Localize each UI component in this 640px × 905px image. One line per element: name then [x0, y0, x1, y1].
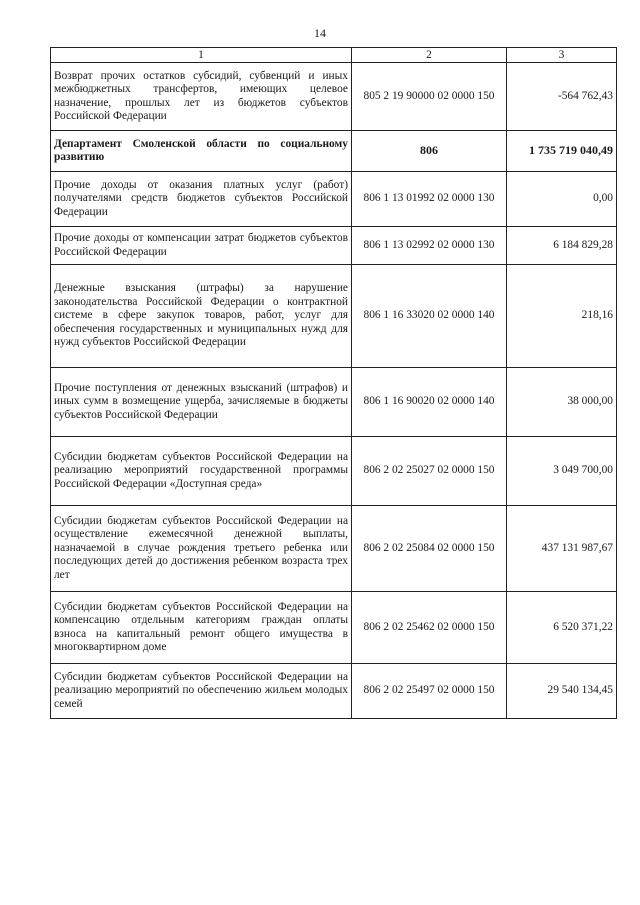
- revenue-name-cell: Субсидии бюджетам субъектов Российской Федерации на компенсацию отдельным категориям граждан оплаты взноса на капитальный ремонт общего имущества в многоквартирном доме: [51, 592, 352, 664]
- department-code-cell: 806: [352, 131, 507, 172]
- column-header-1: 1: [51, 48, 352, 63]
- table-row: [51, 368, 617, 437]
- department-total-cell: 1 735 719 040,49: [507, 131, 617, 172]
- revenue-name-cell: Субсидии бюджетам субъектов Российской Федерации на реализацию мероприятий государственной программы Российской Федерации «Доступная среда»: [51, 437, 352, 506]
- table-row: [51, 664, 617, 719]
- table-row: [51, 265, 617, 368]
- table-body: [51, 63, 617, 719]
- revenue-name-cell: Возврат прочих остатков субсидий, субвенций и иных межбюджетных трансфертов, имеющих целевое назначение, прошлых лет из бюджетов субъектов Российской Федерации: [51, 63, 352, 131]
- column-header-3: 3: [507, 48, 617, 63]
- table-row: [51, 592, 617, 664]
- table-row: [51, 506, 617, 592]
- budget-code-cell: 806 1 13 02992 02 0000 130: [352, 227, 507, 265]
- revenue-name-cell: Прочие поступления от денежных взысканий (штрафов) и иных сумм в возмещение ущерба, зачисляемые в бюджеты субъектов Российской Федерации: [51, 368, 352, 437]
- budget-code-cell: 806 2 02 25027 02 0000 150: [352, 437, 507, 506]
- amount-cell: 38 000,00: [507, 368, 617, 437]
- revenue-name-cell: Прочие доходы от компенсации затрат бюджетов субъектов Российской Федерации: [51, 227, 352, 265]
- amount-cell: 218,16: [507, 265, 617, 368]
- amount-cell: -564 762,43: [507, 63, 617, 131]
- page-number: 14: [314, 26, 326, 40]
- table-row: [51, 172, 617, 227]
- revenue-name-cell: Прочие доходы от оказания платных услуг (работ) получателями средств бюджетов субъектов Российской Федерации: [51, 172, 352, 227]
- budget-code-cell: 806 1 13 01992 02 0000 130: [352, 172, 507, 227]
- budget-code-cell: 806 1 16 90020 02 0000 140: [352, 368, 507, 437]
- amount-cell: 6 520 371,22: [507, 592, 617, 664]
- revenue-name-cell: Субсидии бюджетам субъектов Российской Федерации на реализацию мероприятий по обеспечению жильем молодых семей: [51, 664, 352, 719]
- column-header-2: 2: [352, 48, 507, 63]
- revenue-name-cell: Денежные взыскания (штрафы) за нарушение законодательства Российской Федерации о контрактной системе в сфере закупок товаров, работ, услуг для обеспечения государственных и муниципальных нужд для нужд субъектов Российской Федерации: [51, 265, 352, 368]
- revenue-name-cell: Субсидии бюджетам субъектов Российской Федерации на осуществление ежемесячной денежной выплаты, назначаемой в случае рождения третьего ребенка или последующих детей до достижения ребенком возраста трех лет: [51, 506, 352, 592]
- amount-cell: 0,00: [507, 172, 617, 227]
- budget-code-cell: 806 2 02 25084 02 0000 150: [352, 506, 507, 592]
- amount-cell: 29 540 134,45: [507, 664, 617, 719]
- table-row: [51, 227, 617, 265]
- table-row: [51, 437, 617, 506]
- amount-cell: 437 131 987,67: [507, 506, 617, 592]
- budget-table: [50, 47, 617, 719]
- budget-code-cell: 806 2 02 25462 02 0000 150: [352, 592, 507, 664]
- amount-cell: 6 184 829,28: [507, 227, 617, 265]
- table-row: [51, 63, 617, 131]
- department-name-cell: Департамент Смоленской области по социальному развитию: [51, 131, 352, 172]
- table-header: [51, 48, 617, 63]
- amount-cell: 3 049 700,00: [507, 437, 617, 506]
- budget-code-cell: 806 2 02 25497 02 0000 150: [352, 664, 507, 719]
- header-row: [51, 48, 617, 63]
- budget-code-cell: 805 2 19 90000 02 0000 150: [352, 63, 507, 131]
- department-row: [51, 131, 617, 172]
- budget-code-cell: 806 1 16 33020 02 0000 140: [352, 265, 507, 368]
